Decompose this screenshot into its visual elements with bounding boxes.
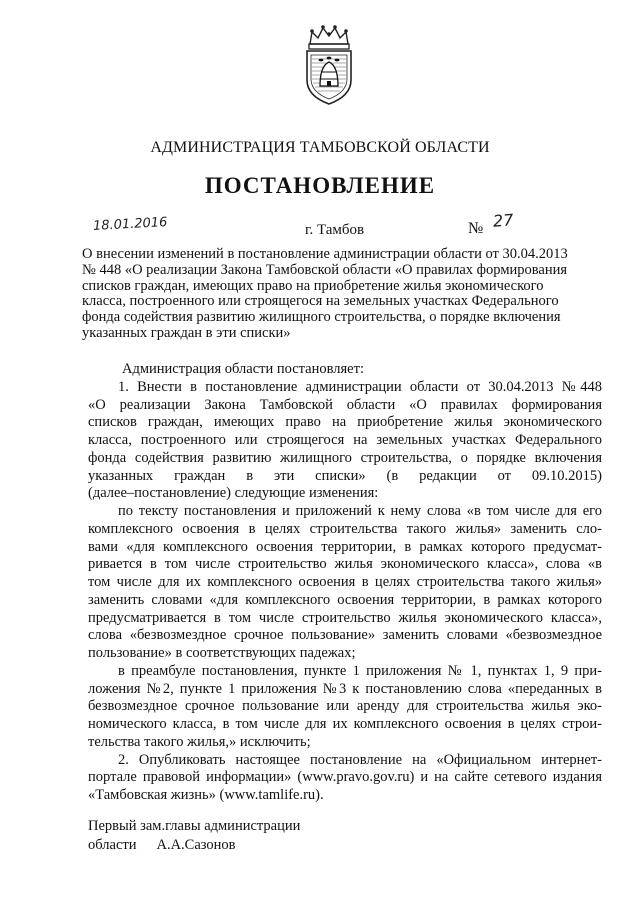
- handwritten-number: 27: [492, 210, 514, 231]
- document-body: [88, 361, 602, 805]
- body-line: том числе для их комплексного освоения в целях строительства такого жилья»: [88, 574, 602, 590]
- handwritten-date: 18.01.2016: [92, 215, 168, 234]
- body-line: по тексту постановления и приложений к нему слова «в том числе для его: [118, 503, 602, 519]
- body-line: в преамбуле постановления, пункте 1 приложения № 1, пунктах 1, 9 при-: [118, 662, 602, 679]
- body-line: (далее–постановление) следующие изменения:: [88, 485, 379, 502]
- body-line: Администрация области постановляет:: [122, 361, 364, 377]
- body-line: предусматривается в том числе строительство жилья экономического класса»,: [88, 609, 602, 626]
- signatory-name: А.А.Сазонов: [156, 837, 236, 853]
- body-line: вами «для комплексного освоения территории, в рамках которого предусмат-: [88, 538, 602, 555]
- body-line: слова «безвозмездное срочное пользование» заменить словами «безвозмездное: [88, 627, 602, 644]
- agency-name: АДМИНИСТРАЦИЯ ТАМБОВСКОЙ ОБЛАСТИ: [150, 139, 490, 156]
- signatory-region: области: [88, 837, 137, 853]
- body-line: тельства такого жилья,» исключить;: [88, 733, 311, 750]
- number-label: №: [468, 220, 484, 237]
- body-line: ривается в том числе строительство жилья экономического класса», слова «в: [88, 556, 602, 573]
- body-line: «О реализации Закона Тамбовской области «О правилах формирования: [88, 396, 602, 413]
- body-line: указанных граждан в эти списки» (в редакции от 09.10.2015): [88, 467, 602, 484]
- body-line: списков граждан, имеющих право на приобретение жилья экономического: [88, 414, 602, 431]
- subject-line: фонда содействия развитию жилищного строительства, о порядке включения: [82, 309, 561, 326]
- document-type-title: ПОСТАНОВЛЕНИЕ: [204, 173, 436, 198]
- body-line: портале правовой информации» (www.pravo.gov.ru) и на сайте сетевого издания: [88, 769, 602, 786]
- body-line: фонда содействия развитию жилищного строительства, о порядке включения: [88, 449, 602, 466]
- body-line: пользование» в соответствующих падежах;: [88, 645, 356, 661]
- subject-line: класса, построенного или строящегося на земельных участках Федерального: [82, 293, 559, 310]
- body-line: ложения №2, пункте 1 приложения №3 к постановлению слова «переданных в: [88, 680, 602, 697]
- subject-line: списков граждан, имеющих право на приобретение жилья экономического: [82, 277, 544, 294]
- body-line: комплексного освоения в целях строительства такого жилья» заменить сло-: [88, 520, 602, 537]
- document-subject: [82, 247, 602, 342]
- body-line: заменить словами «для комплексного освоения территории, в рамках которого: [88, 591, 602, 608]
- body-line: 1. Внести в постановление администрации области от 30.04.2013 №448: [118, 378, 602, 395]
- body-line: класса, построенного или строящегося на земельных участках Федерального: [88, 432, 602, 448]
- signature-block: [88, 817, 388, 855]
- body-line: безвозмездное срочное пользование или аренду для строительства жилья эко-: [88, 698, 602, 715]
- coat-of-arms-emblem: [298, 22, 360, 106]
- subject-line: № 448 «О реализации Закона Тамбовской области «О правилах формирования: [82, 261, 568, 278]
- signatory-position: Первый зам.главы администрации: [88, 818, 301, 834]
- body-line: номического класса, в том числе для их комплексного освоения в целях строи-: [88, 716, 602, 732]
- signatory-line: [88, 836, 388, 855]
- subject-line: О внесении изменений в постановление администрации области от 30.04.2013: [82, 246, 568, 262]
- city-label: г. Тамбов: [305, 222, 365, 238]
- body-line: «Тамбовская жизнь» (www.tamlife.ru).: [88, 787, 324, 803]
- subject-line: указанных граждан в эти списки»: [82, 324, 291, 341]
- body-line: 2. Опубликовать настоящее постановление на «Официальном интернет-: [118, 751, 602, 768]
